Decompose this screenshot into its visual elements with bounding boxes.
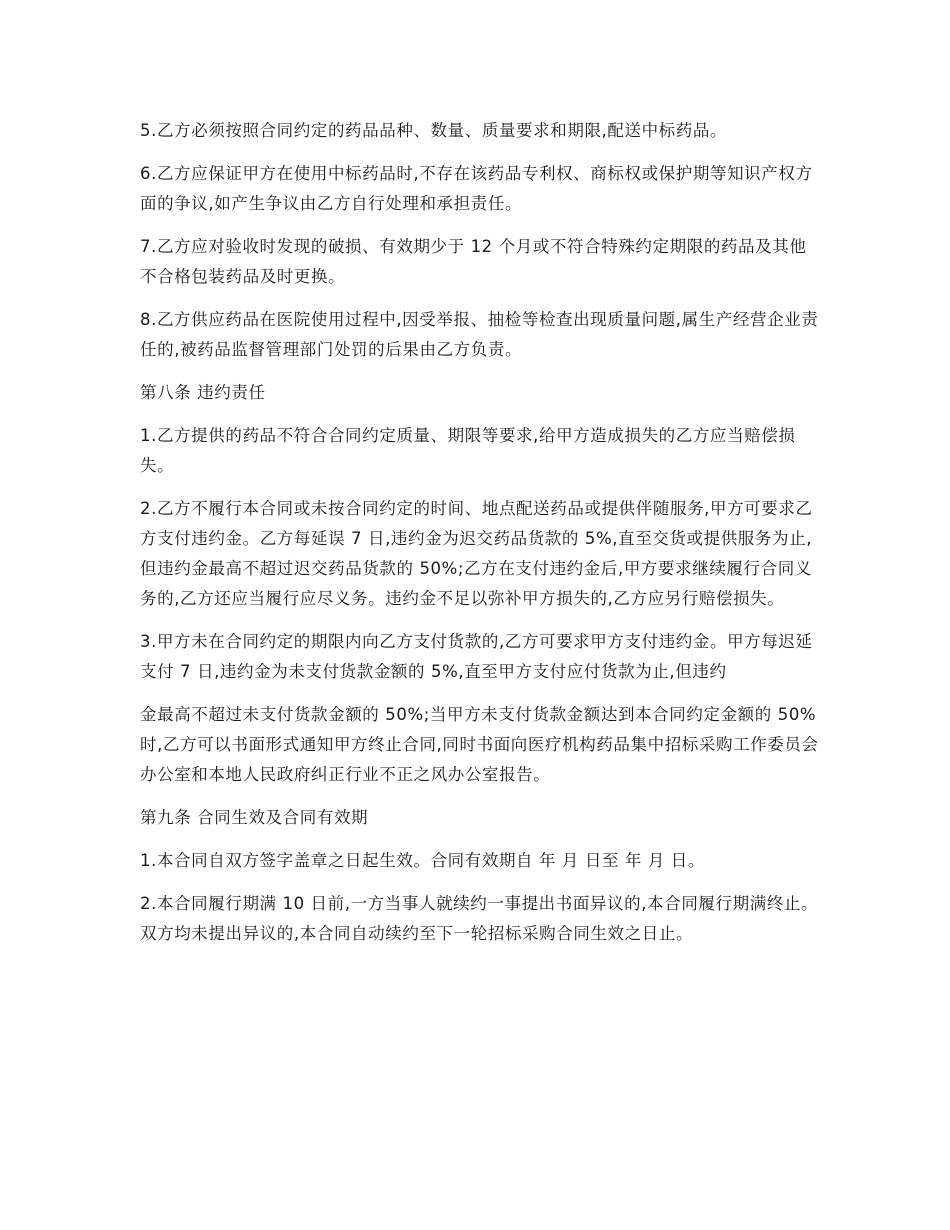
clause-8-item-1: 1.乙方提供的药品不符合合同约定质量、期限等要求,给甲方造成损失的乙方应当赔偿损失。 <box>140 426 796 475</box>
clause-8-item-3-continued: 金最高不超过未支付货款金额的 50%;当甲方未支付货款金额达到本合同约定金额的 50%时,乙方可以书面形式通知甲方终止合同,同时书面向医疗机构药品集中招标采购工作委员会办公室和本地人民政府纠正行业不正之风办公室报告。 <box>140 705 819 784</box>
clause-7-item-7: 7.乙方应对验收时发现的破损、有效期少于 12 个月或不符合特殊约定期限的药品及其他不合格包装药品及时更换。 <box>140 237 807 286</box>
clause-7-item-5: 5.乙方必须按照合同约定的药品品种、数量、质量要求和期限,配送中标药品。 <box>140 121 728 140</box>
clause-8-item-2: 2.乙方不履行本合同或未按合同约定的时间、地点配送药品或提供伴随服务,甲方可要求乙方支付违约金。乙方每延误 7 日,违约金为迟交药品货款的 5%,直至交货或提供服务为止,但违约金最高不超过迟交药品货款的 50%;乙方在支付违约金后,甲方要求继续履行合同义务的,乙方还应当履行应尽义务。违约金不足以弥补甲方损失的,乙方应另行赔偿损失。 <box>140 499 813 608</box>
clause-9-item-2: 2.本合同履行期满 10 日前,一方当事人就续约一事提出书面异议的,本合同履行期满终止。双方均未提出异议的,本合同自动续约至下一轮招标采购合同生效之日止。 <box>140 894 819 943</box>
clause-8-item-3: 3.甲方未在合同约定的期限内向乙方支付货款的,乙方可要求甲方支付违约金。甲方每迟延支付 7 日,违约金为未支付货款金额的 5%,直至甲方支付应付货款为止,但违约 <box>140 632 813 681</box>
clause-9-item-1: 1.本合同自双方签字盖章之日起生效。合同有效期自 年 月 日至 年 月 日。 <box>140 851 706 870</box>
document-body <box>140 116 820 962</box>
article-8-heading: 第八条 违约责任 <box>140 383 266 402</box>
article-9-heading: 第九条 合同生效及合同有效期 <box>140 808 369 827</box>
clause-7-item-8: 8.乙方供应药品在医院使用过程中,因受举报、抽检等检查出现质量问题,属生产经营企业责任的,被药品监督管理部门处罚的后果由乙方负责。 <box>140 310 819 359</box>
clause-7-item-6: 6.乙方应保证甲方在使用中标药品时,不存在该药品专利权、商标权或保护期等知识产权方面的争议,如产生争议由乙方自行处理和承担责任。 <box>140 164 813 213</box>
